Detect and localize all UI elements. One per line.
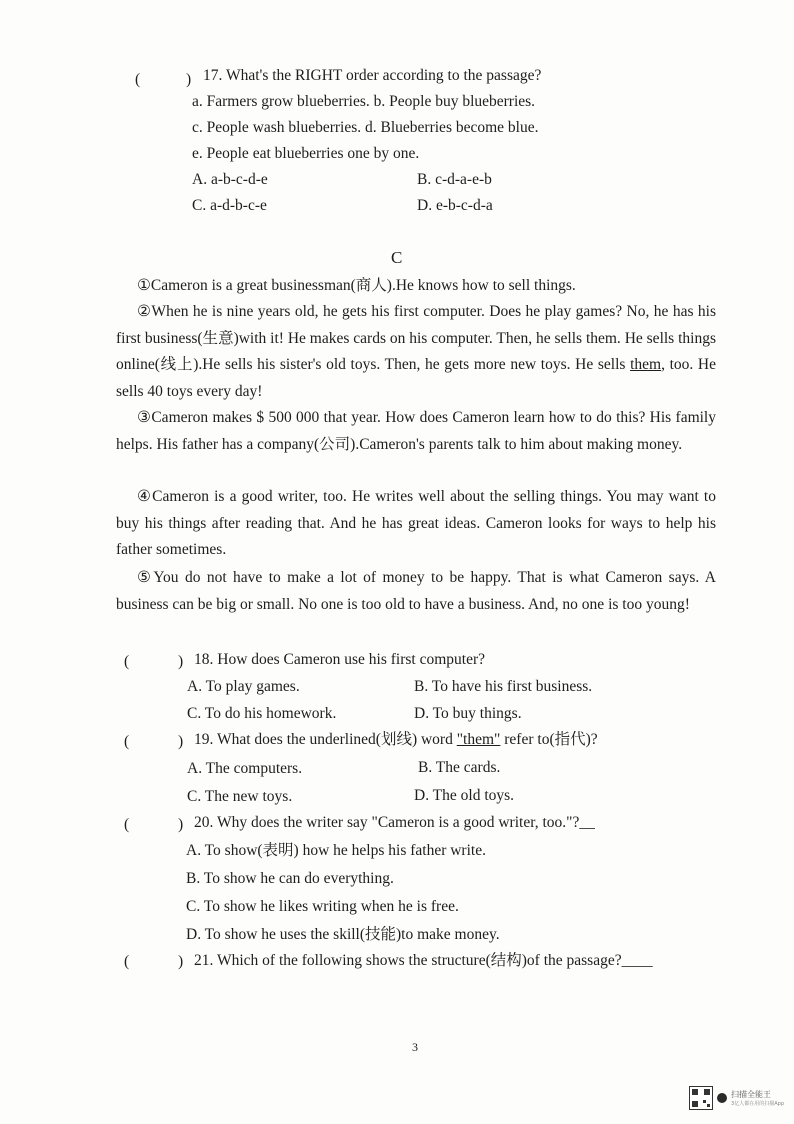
passage-paragraph-4: ④Cameron is a good writer, too. He writes well about the selling things. You may want to buy his things after reading that. And he has great ideas. Cameron looks for ways to help his father sometimes. bbox=[116, 488, 716, 558]
answer-blank-close: ) bbox=[178, 816, 184, 833]
option-d: D. The old toys. bbox=[414, 787, 515, 804]
passage-paragraph-3: ③Cameron makes $ 500 000 that year. How does Cameron learn how to do this? His family helps. His father has a company(公司).Cameron's parents talk to him about making money. bbox=[116, 409, 716, 453]
answer-blank-open: ( bbox=[124, 733, 130, 750]
qr-code-icon bbox=[689, 1086, 713, 1110]
option-d: D. To show he uses the skill(技能)to make money. bbox=[186, 926, 500, 943]
question-17-item: a. Farmers grow blueberries. b. People buy blueberries. bbox=[192, 93, 536, 110]
scanner-logo-icon bbox=[717, 1093, 727, 1103]
underlined-word: "them" bbox=[456, 731, 501, 748]
question-text: refer to(指代)? bbox=[500, 731, 598, 748]
scanner-watermark bbox=[689, 1086, 784, 1110]
option-d: D. e-b-c-d-a bbox=[417, 197, 493, 214]
passage-text: ②When he is nine years old, he gets his first computer. Does he play games? No, he has his first business(生意)with it! He makes cards on his computer. Then, he sells them. He sells things online(线上).He sells his sister's old toys. Then, he gets more new toys. He sells bbox=[116, 303, 716, 373]
option-c: C. a-d-b-c-e bbox=[192, 197, 267, 214]
option-b: B. c-d-a-e-b bbox=[417, 171, 492, 188]
watermark-text bbox=[731, 1089, 784, 1107]
answer-blank-open: ( bbox=[124, 653, 130, 670]
option-a: A. To play games. bbox=[187, 678, 300, 695]
answer-blank-close: ) bbox=[186, 71, 192, 88]
option-b: B. To have his first business. bbox=[414, 678, 593, 695]
option-c: C. To show he likes writing when he is free. bbox=[186, 898, 459, 915]
option-c: C. To do his homework. bbox=[187, 705, 337, 722]
answer-blank-close: ) bbox=[178, 953, 184, 970]
answer-blank-close: ) bbox=[178, 653, 184, 670]
section-heading: C bbox=[391, 248, 403, 267]
question-17-item: e. People eat blueberries one by one. bbox=[192, 145, 420, 162]
underlined-word: them bbox=[630, 356, 662, 373]
answer-blank-close: ) bbox=[178, 733, 184, 750]
option-a: A. The computers. bbox=[187, 760, 303, 777]
option-a: A. To show(表明) how he helps his father write. bbox=[186, 842, 486, 859]
answer-blank-open: ( bbox=[124, 816, 130, 833]
question-text: 19. What does the underlined(划线) word bbox=[194, 731, 457, 748]
option-a: A. a-b-c-d-e bbox=[192, 171, 268, 188]
question-17-stem: 17. What's the RIGHT order according to the passage? bbox=[203, 67, 542, 84]
watermark-sub: 3亿人都在用的扫描App bbox=[731, 1101, 784, 1107]
passage-paragraph-5: ⑤You do not have to make a lot of money to be happy. That is what Cameron says. A business can be big or small. No one is too old to have a business. And, no one is too young! bbox=[116, 569, 716, 613]
question-17-item: c. People wash blueberries. d. Blueberries become blue. bbox=[192, 119, 539, 136]
passage-paragraph-1: ①Cameron is a great businessman(商人).He knows how to sell things. bbox=[137, 277, 576, 294]
watermark-brand: 扫描全能王 bbox=[731, 1090, 772, 1099]
passage-text: , too. He sells 40 toys every day! bbox=[116, 356, 716, 400]
question-21-stem: 21. Which of the following shows the structure(结构)of the passage?____ bbox=[194, 952, 653, 969]
option-b: B. To show he can do everything. bbox=[186, 870, 394, 887]
answer-blank-open: ( bbox=[135, 71, 141, 88]
passage-paragraph-2 bbox=[116, 299, 716, 405]
option-b: B. The cards. bbox=[418, 759, 501, 776]
page-number: 3 bbox=[412, 1040, 418, 1054]
question-20-stem: 20. Why does the writer say "Cameron is a good writer, too."?__ bbox=[194, 814, 595, 831]
option-d: D. To buy things. bbox=[414, 705, 522, 722]
answer-blank-open: ( bbox=[124, 953, 130, 970]
question-18-stem: 18. How does Cameron use his first computer? bbox=[194, 651, 485, 668]
option-c: C. The new toys. bbox=[187, 788, 293, 805]
question-19-stem bbox=[194, 730, 598, 750]
